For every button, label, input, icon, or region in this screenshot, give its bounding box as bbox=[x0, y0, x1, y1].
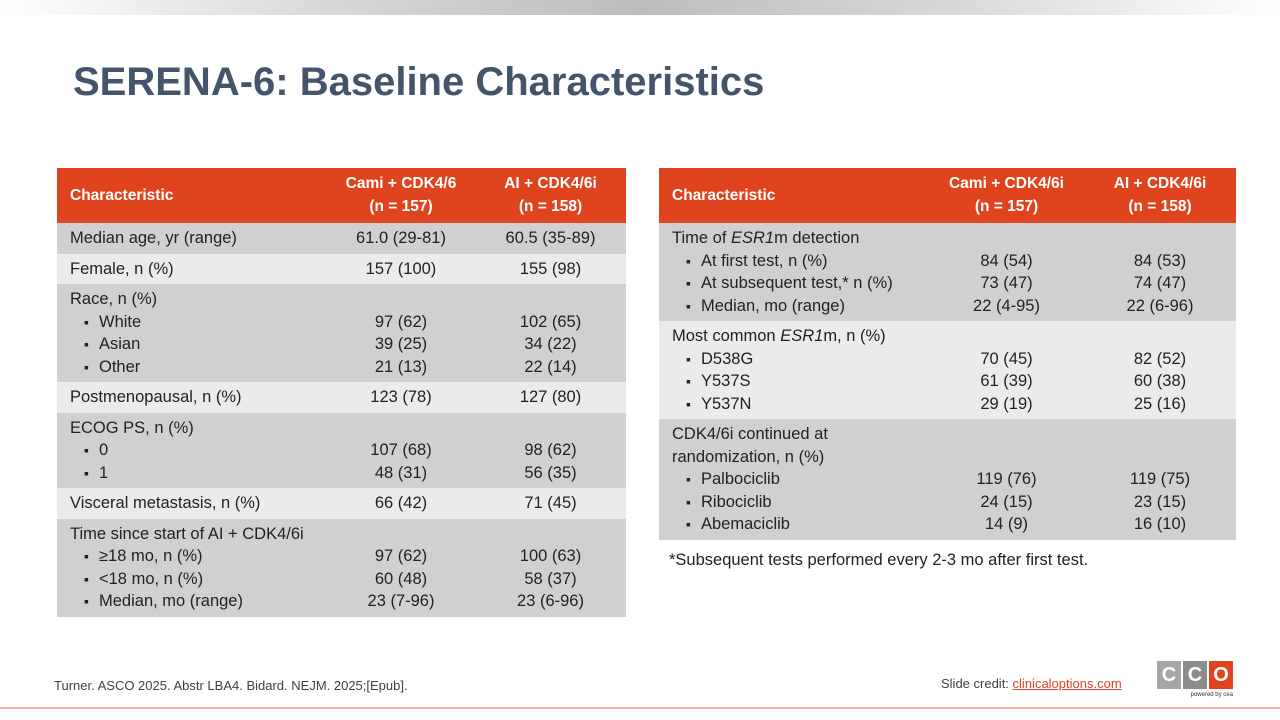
row-label: Most common ESR1m, n (%) bbox=[672, 327, 886, 345]
top-gradient-bar bbox=[0, 0, 1280, 15]
sub-label: ▪ Asian bbox=[70, 333, 327, 356]
sub-label: ▪ Median, mo (range) bbox=[672, 295, 929, 318]
cami-value: 21 (13) bbox=[374, 357, 428, 376]
sub-label: ▪ Other bbox=[70, 356, 327, 379]
baseline-table-left bbox=[57, 168, 626, 617]
ai-value: 127 (80) bbox=[519, 388, 582, 406]
cami-value: 14 (9) bbox=[984, 515, 1029, 533]
table-header-row bbox=[659, 168, 1236, 223]
cami-value: 70 (45) bbox=[980, 349, 1033, 368]
ai-value: 60 (38) bbox=[1133, 372, 1187, 390]
credit-link[interactable]: clinicaloptions.com bbox=[1012, 676, 1122, 691]
header-ai: AI + CDK4/6i (n = 158) bbox=[1084, 168, 1236, 223]
row-label: Female, n (%) bbox=[70, 259, 174, 278]
slide-credit bbox=[941, 676, 1122, 691]
table-row bbox=[57, 382, 626, 413]
cami-value: 22 (4-95) bbox=[973, 296, 1040, 315]
table-header-row bbox=[57, 168, 626, 223]
ai-value: 56 (35) bbox=[524, 463, 577, 482]
row-label: Time of ESR1m detection bbox=[672, 229, 860, 247]
footnote: *Subsequent tests performed every 2-3 mo after first test. bbox=[669, 551, 1089, 569]
cami-value: 123 (78) bbox=[370, 388, 432, 406]
header-ai: AI + CDK4/6i (n = 158) bbox=[475, 168, 626, 223]
cami-value: 66 (42) bbox=[374, 494, 428, 512]
sub-label: ▪ Y537N bbox=[672, 393, 929, 416]
header-characteristic: Characteristic bbox=[57, 168, 327, 223]
sub-label: ▪ 0 bbox=[70, 439, 327, 462]
header-characteristic: Characteristic bbox=[659, 168, 929, 223]
cami-value: 157 (100) bbox=[365, 259, 437, 278]
row-label: randomization, n (%) bbox=[672, 447, 825, 466]
cami-value: 107 (68) bbox=[370, 441, 432, 459]
cami-value: 84 (54) bbox=[980, 251, 1033, 270]
row-label: Postmenopausal, n (%) bbox=[70, 388, 242, 406]
logo-letter: C bbox=[1157, 661, 1181, 689]
row-label: Visceral metastasis, n (%) bbox=[70, 494, 261, 512]
table-row bbox=[57, 488, 626, 519]
ai-value: 25 (16) bbox=[1133, 394, 1187, 413]
ai-value: 23 (15) bbox=[1133, 492, 1187, 511]
ai-value: 16 (10) bbox=[1133, 515, 1187, 533]
citation: Turner. ASCO 2025. Abstr LBA4. Bidard. NEJM. 2025;[Epub]. bbox=[54, 678, 408, 693]
table-row bbox=[57, 519, 626, 617]
sub-label: ▪ Ribociclib bbox=[672, 491, 929, 514]
table-row bbox=[57, 254, 626, 285]
row-label: ECOG PS, n (%) bbox=[70, 418, 194, 437]
ai-value: 58 (37) bbox=[524, 569, 577, 588]
ai-value: 34 (22) bbox=[524, 335, 577, 353]
ai-value: 22 (14) bbox=[524, 357, 577, 376]
cami-value: 97 (62) bbox=[374, 547, 428, 565]
row-label: Race, n (%) bbox=[70, 290, 158, 308]
cami-value: 29 (19) bbox=[980, 394, 1033, 413]
sub-label: ▪ 1 bbox=[70, 462, 327, 485]
sub-label: ▪ White bbox=[70, 311, 327, 334]
cami-value: 60 (48) bbox=[374, 569, 428, 588]
table-row bbox=[659, 321, 1236, 419]
cami-value: 61.0 (29-81) bbox=[356, 229, 446, 247]
table-row bbox=[659, 223, 1236, 321]
row-label: Time since start of AI + CDK4/6i bbox=[70, 524, 304, 543]
ai-value: 98 (62) bbox=[524, 441, 577, 459]
slide-title: SERENA-6: Baseline Characteristics bbox=[73, 60, 765, 104]
table-row bbox=[659, 419, 1236, 540]
table-row bbox=[57, 284, 626, 382]
logo-tagline: powered by cea bbox=[1190, 692, 1233, 698]
ai-value: 155 (98) bbox=[519, 259, 582, 278]
sub-label: ▪ Median, mo (range) bbox=[70, 590, 327, 613]
sub-label: ▪ ≥18 mo, n (%) bbox=[70, 545, 327, 568]
cami-value: 119 (76) bbox=[976, 470, 1037, 488]
cami-value: 97 (62) bbox=[374, 312, 428, 331]
cco-logo bbox=[1157, 661, 1233, 703]
header-cami: Cami + CDK4/6 (n = 157) bbox=[327, 168, 475, 223]
sub-label: ▪ Y537S bbox=[672, 370, 929, 393]
ai-value: 60.5 (35-89) bbox=[505, 229, 596, 247]
row-label: Median age, yr (range) bbox=[70, 229, 237, 247]
cami-value: 39 (25) bbox=[374, 335, 428, 353]
baseline-table-right bbox=[659, 168, 1236, 540]
sub-label: ▪ At subsequent test,* n (%) bbox=[672, 272, 929, 295]
ai-value: 74 (47) bbox=[1133, 274, 1187, 292]
ai-value: 84 (53) bbox=[1133, 251, 1187, 270]
ai-value: 102 (65) bbox=[519, 312, 582, 331]
ai-value: 119 (75) bbox=[1129, 470, 1191, 488]
sub-label: ▪ Palbociclib bbox=[672, 468, 929, 491]
row-label: CDK4/6i continued at bbox=[672, 425, 828, 443]
sub-label: ▪ Abemaciclib bbox=[672, 513, 929, 536]
logo-letter: O bbox=[1209, 661, 1233, 689]
sub-label: ▪ <18 mo, n (%) bbox=[70, 568, 327, 591]
logo-letter: C bbox=[1183, 661, 1207, 689]
credit-prefix: Slide credit: bbox=[941, 676, 1013, 691]
ai-value: 71 (45) bbox=[524, 494, 577, 512]
cami-value: 23 (7-96) bbox=[367, 592, 435, 610]
header-cami: Cami + CDK4/6i (n = 157) bbox=[929, 168, 1084, 223]
ai-value: 22 (6-96) bbox=[1126, 296, 1194, 315]
cami-value: 73 (47) bbox=[980, 274, 1033, 292]
ai-value: 82 (52) bbox=[1133, 349, 1187, 368]
ai-value: 100 (63) bbox=[519, 547, 582, 565]
sub-label: ▪ D538G bbox=[672, 348, 929, 371]
cami-value: 48 (31) bbox=[374, 463, 428, 482]
cami-value: 24 (15) bbox=[980, 492, 1033, 511]
table-row bbox=[57, 413, 626, 489]
table-row bbox=[57, 223, 626, 254]
cami-value: 61 (39) bbox=[980, 372, 1033, 390]
bottom-divider bbox=[0, 707, 1280, 709]
sub-label: ▪ At first test, n (%) bbox=[672, 250, 929, 273]
ai-value: 23 (6-96) bbox=[517, 592, 584, 610]
